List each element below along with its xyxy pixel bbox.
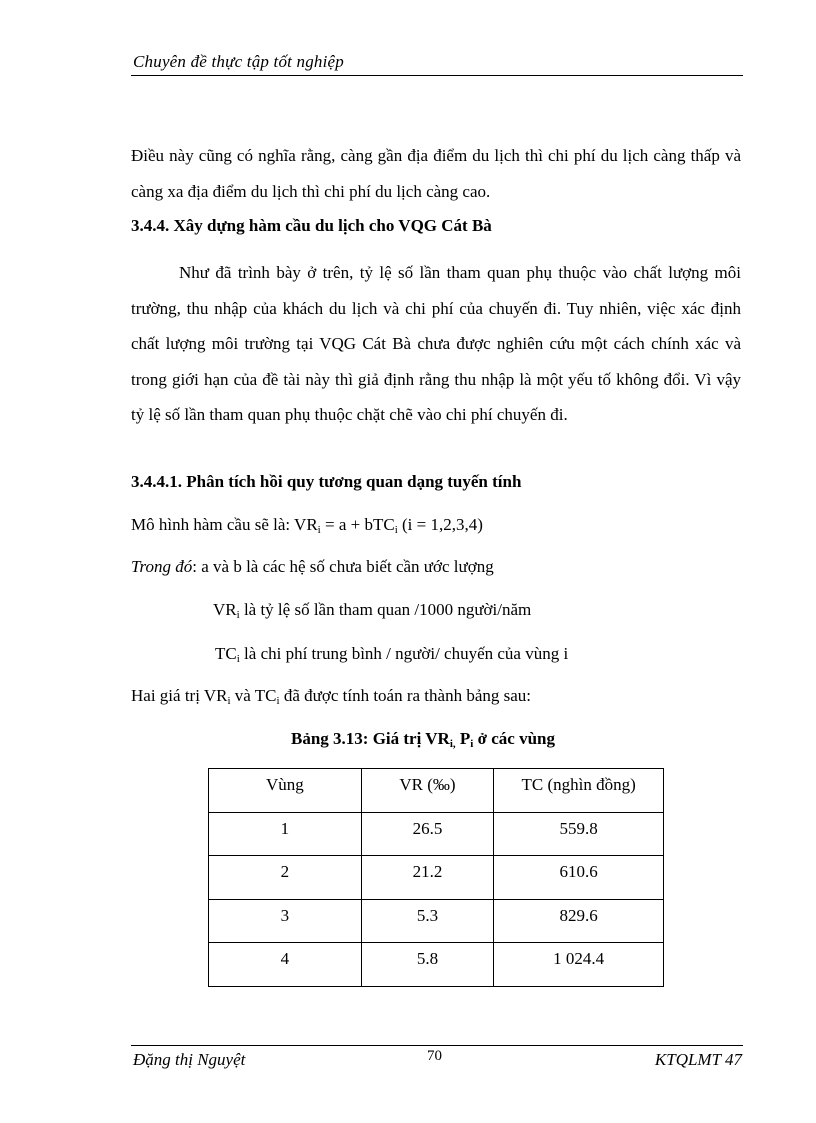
page-number: 70 bbox=[427, 1048, 442, 1064]
table-cell: 1 024.4 bbox=[494, 943, 664, 987]
section-heading-3-4-4: 3.4.4. Xây dựng hàm cầu du lịch cho VQG Cát Bà bbox=[131, 216, 492, 235]
table-row bbox=[209, 812, 664, 856]
data-table bbox=[208, 768, 664, 987]
table-header-cell: TC (nghìn đồng) bbox=[494, 769, 664, 813]
table-row bbox=[209, 856, 664, 900]
section-heading-3-4-4-1: 3.4.4.1. Phân tích hồi quy tương quan dạng tuyến tính bbox=[131, 472, 522, 491]
footer-divider bbox=[131, 1045, 743, 1046]
table-header-cell: Vùng bbox=[209, 769, 362, 813]
table-cell: 829.6 bbox=[494, 899, 664, 943]
table-cell: 2 bbox=[209, 856, 362, 900]
table-cell: 21.2 bbox=[361, 856, 494, 900]
header-title: Chuyên đề thực tập tốt nghiệp bbox=[133, 52, 345, 71]
header-divider bbox=[131, 75, 743, 76]
table-cell: 1 bbox=[209, 812, 362, 856]
table-cell: 26.5 bbox=[361, 812, 494, 856]
model-equation: Mô hình hàm cầu sẽ là: $VR_i = a + bTC_i$ (i = 1,2,3,4) bbox=[131, 515, 483, 536]
footer-author: Đặng thị Nguyệt bbox=[133, 1050, 246, 1069]
table-cell: 4 bbox=[209, 943, 362, 987]
table-cell: 5.3 bbox=[361, 899, 494, 943]
table-cell: 559.8 bbox=[494, 812, 664, 856]
footer-class-code: KTQLMT 47 bbox=[654, 1050, 742, 1069]
paragraph-demand-function: Như đã trình bày ở trên, tỷ lệ số lần tham quan phụ thuộc vào chất lượng môi trường, thu nhập của khách du lịch và chi phí của chuyến đi. Tuy nhiên, việc xác định chất lượng môi trường tại VQG Cát Bà chưa được nghiên cứu một cách chính xác và trong giới hạn của đề tài này thì giả định rằng thu nhập là một yếu tố không đổi. Vì vậy tỷ lệ số lần tham quan phụ thuộc chặt chẽ vào chi phí chuyến đi. bbox=[131, 263, 741, 424]
table-intro-sentence: Hai giá trị $VR_i$ và $TC_i$ đã được tính toán ra thành bảng sau: bbox=[131, 686, 531, 707]
tc-definition: $TC_i$ là chi phí trung bình / người/ chuyến của vùng i bbox=[215, 644, 569, 665]
vr-definition: $VR_i$ là tỷ lệ số lần tham quan /1000 người/năm bbox=[213, 600, 532, 621]
table-title: Bảng 3.13: Giá trị $VR_{i,}$ $P_i$ ở các vùng bbox=[291, 729, 556, 750]
where-clause: Trong đó: a và b là các hệ số chưa biết cần ước lượng bbox=[131, 557, 494, 576]
table-row bbox=[209, 943, 664, 987]
table-cell: 5.8 bbox=[361, 943, 494, 987]
table-header-row bbox=[209, 769, 664, 813]
paragraph-intro: Điều này cũng có nghĩa rằng, càng gần địa điểm du lịch thì chi phí du lịch càng thấp và càng xa địa điểm du lịch thì chi phí du lịch càng cao. bbox=[131, 146, 741, 201]
table-cell: 610.6 bbox=[494, 856, 664, 900]
table-cell: 3 bbox=[209, 899, 362, 943]
table-header-cell: VR (‰) bbox=[361, 769, 494, 813]
table-row bbox=[209, 899, 664, 943]
